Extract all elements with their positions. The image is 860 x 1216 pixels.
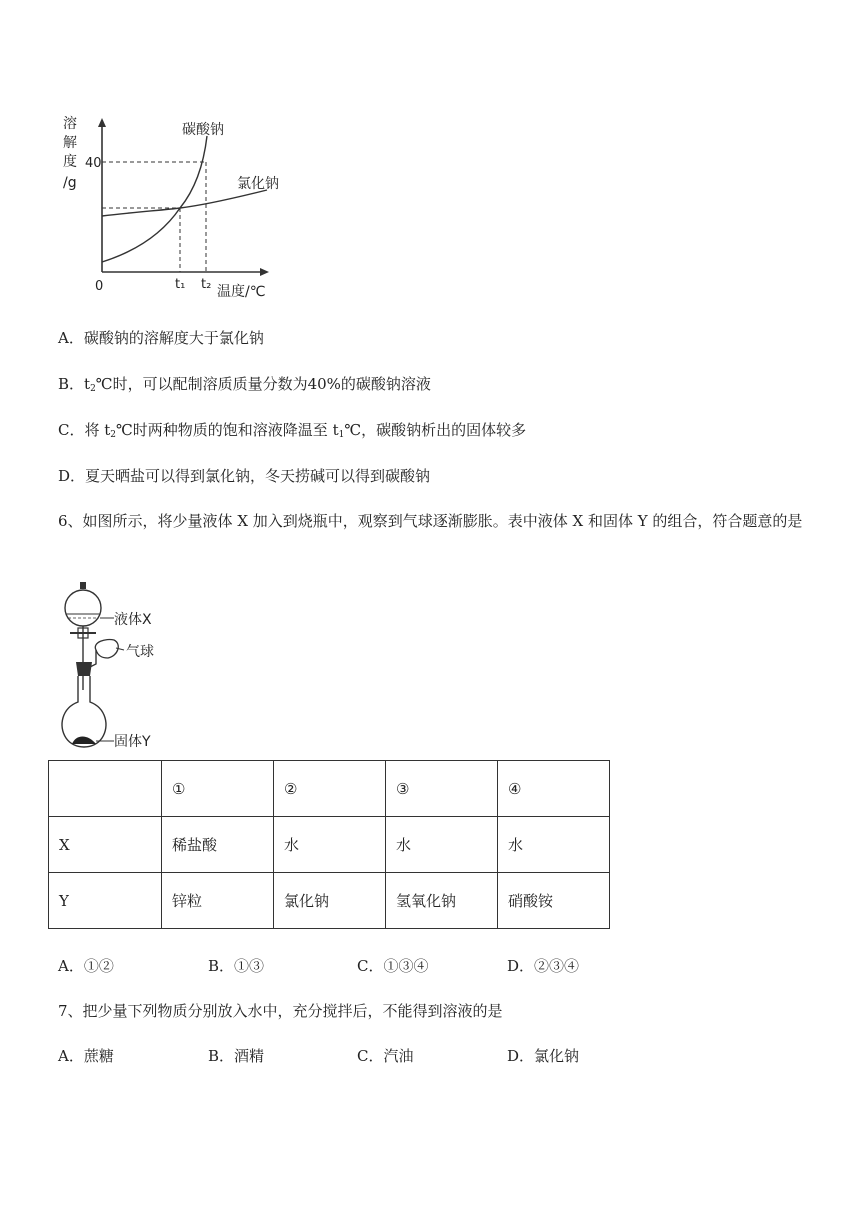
sodium-carbonate-curve: [102, 136, 207, 262]
curve-label-sodium-chloride: 氯化钠: [237, 176, 279, 192]
q5-option-b: [58, 374, 431, 399]
t2-label: t₂: [201, 277, 212, 292]
q5-option-c-suffix: ℃，碳酸钠析出的固体较多: [344, 421, 527, 439]
table-cell: 水: [386, 817, 498, 873]
funnel-stopper: [80, 582, 86, 589]
combination-table: [48, 760, 610, 929]
q5-option-b-sub: 2: [90, 384, 96, 394]
q6-option-d: D．②③④: [507, 957, 580, 975]
table-cell: 水: [274, 817, 386, 873]
q7-option-c: C．汽油: [357, 1047, 414, 1065]
liquid-x-label: 液体X: [114, 612, 152, 628]
x-axis-label: 温度/℃: [217, 284, 266, 300]
apparatus-diagram: [52, 578, 172, 754]
table-cell: ①: [162, 761, 274, 817]
q6-option-c: C．①③④: [357, 957, 429, 975]
solid-y: [72, 737, 96, 745]
table-cell: 水: [498, 817, 610, 873]
separatory-funnel: [65, 590, 101, 626]
q7-option-a: A．蔗糖: [58, 1047, 114, 1065]
q5-option-b-suffix: ℃时，可以配制溶质质量分数为40%的碳酸钠溶液: [95, 375, 431, 393]
table-cell: 稀盐酸: [162, 817, 274, 873]
table-row: [49, 873, 610, 929]
table-cell: X: [49, 817, 162, 873]
table-row: [49, 817, 610, 873]
q5-option-d: D．夏天晒盐可以得到氯化钠，冬天捞碱可以得到碳酸钠: [58, 467, 431, 485]
q5-option-c: [58, 420, 526, 445]
balloon-label: 气球: [126, 644, 154, 660]
solid-y-label: 固体Y: [114, 734, 151, 750]
y-tick-40: 40: [85, 156, 102, 171]
y-axis-label-2: 解: [63, 135, 77, 151]
table-row: [49, 761, 610, 817]
x-axis-arrow-icon: [260, 268, 269, 276]
table-cell: [49, 761, 162, 817]
round-flask: [62, 676, 106, 747]
table-cell: 锌粒: [162, 873, 274, 929]
y-axis-arrow-icon: [98, 118, 106, 127]
table-cell: ②: [274, 761, 386, 817]
q7-option-b: B．酒精: [208, 1047, 265, 1065]
table-cell: 氯化钠: [274, 873, 386, 929]
q6-option-a: A．①②: [58, 957, 114, 975]
y-axis-label-1: 溶: [63, 116, 77, 132]
q6-question-text: 6、如图所示，将少量液体 X 加入到烧瓶中，观察到气球逐渐膨胀。表中液体 X 和固体 Y 的组合，符合题意的是: [58, 512, 803, 530]
q6-option-b: B．①③: [208, 957, 265, 975]
table-cell: ④: [498, 761, 610, 817]
q5-option-c-prefix: C．将 t: [58, 421, 111, 439]
table-cell: 硝酸铵: [498, 873, 610, 929]
balloon: [95, 639, 118, 658]
solubility-graph: [55, 110, 285, 300]
table-cell: ③: [386, 761, 498, 817]
t1-label: t₁: [175, 277, 186, 292]
origin-label: 0: [95, 279, 104, 294]
y-axis-label-3: 度: [63, 154, 77, 170]
table-cell: Y: [49, 873, 162, 929]
q5-option-c-sub2: 1: [338, 430, 345, 440]
q5-option-a: A．碳酸钠的溶解度大于氯化钠: [58, 329, 264, 347]
q7-option-d: D．氯化钠: [507, 1047, 580, 1065]
q5-option-c-mid: ℃时两种物质的饱和溶液降温至 t: [116, 421, 339, 439]
q7-question-text: 7、把少量下列物质分别放入水中，充分搅拌后，不能得到溶液的是: [58, 1002, 503, 1020]
table-cell: 氢氧化钠: [386, 873, 498, 929]
y-axis-label-4: /g: [63, 175, 77, 191]
curve-label-sodium-carbonate: 碳酸钠: [182, 122, 224, 138]
q5-option-c-sub1: 2: [110, 430, 117, 440]
flask-stopper: [76, 662, 92, 676]
q5-option-b-prefix: B．t: [58, 375, 91, 393]
